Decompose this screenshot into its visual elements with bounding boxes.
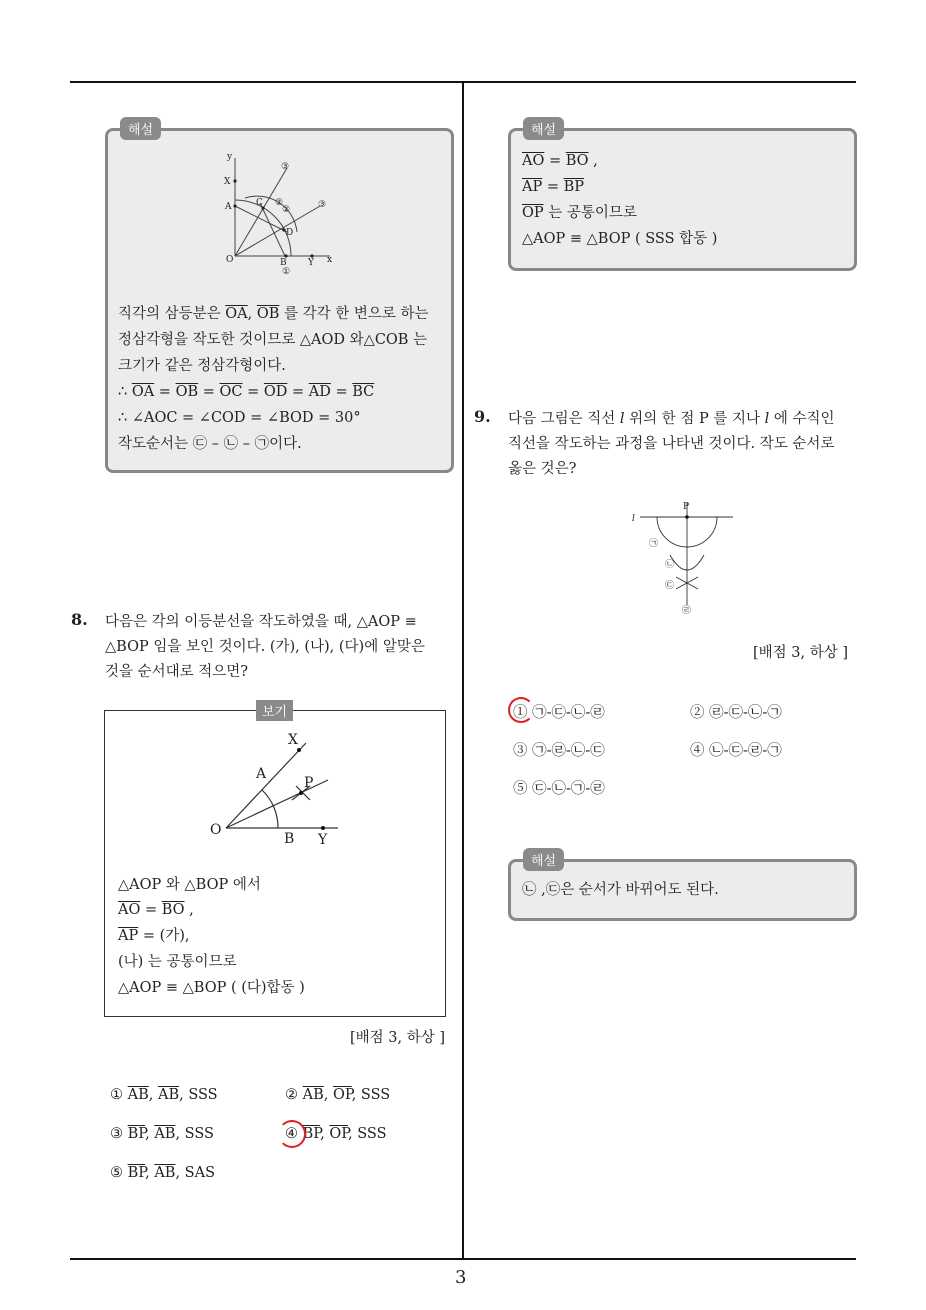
q8-option-2[interactable]: ② $\overline{AB}$, $\overline{OP}$, SSS [285, 1087, 391, 1103]
bogi-line-3: $\overline{AP}$ = (가), [118, 928, 190, 944]
q9-option-1[interactable]: ① ㉠-㉢-㉡-㉣ [513, 705, 605, 721]
bogi-label-B: B [284, 831, 295, 847]
fig-label-O: O [226, 255, 234, 265]
q8-option-4[interactable]: ④ $\overline{BP}$, $\overline{OP}$, SSS [285, 1126, 387, 1142]
fig-label-D: D [286, 228, 294, 238]
q8-option-3[interactable]: ③ $\overline{BP}$, $\overline{AB}$, SSS [110, 1126, 214, 1142]
fig-label-C: C [256, 198, 263, 208]
bogi-line-2: $\overline{AO} = \overline{BO}$ , [118, 902, 194, 918]
fig-label-B: B [280, 258, 287, 268]
fig-label-x: x [327, 255, 333, 265]
sol2-line-1: $\overline{AO} = \overline{BO}$ , [522, 153, 598, 169]
bogi-label-O: O [210, 822, 222, 838]
fig9-label-b: ㉡ [665, 560, 675, 570]
sol1-line-4: ∴ $\overline{OA} = \overline{OB} = \overline{OC} = \overline{OD} = \overline{AD} = \overline{BC}$ [118, 384, 375, 400]
bogi-label-P: P [304, 775, 314, 791]
q9-option-4[interactable]: ④ ㉡-㉢-㉣-㉠ [690, 743, 782, 759]
sol3-line-1: ㉡ ,㉢은 순서가 바뀌어도 된다. [522, 882, 719, 898]
bogi-label-Y: Y [318, 832, 328, 848]
q8-option-5[interactable]: ⑤ $\overline{BP}$, $\overline{AB}$, SAS [110, 1165, 216, 1181]
sol1-line-2: 정삼각형을 작도한 것이므로 △AOD 와△COB 는 [118, 332, 428, 348]
bogi-line-5: △AOP ≡ △BOP ( (다)합동 ) [118, 980, 305, 996]
fig-label-y: y [227, 152, 233, 162]
bogi-line-1: △AOP 와 △BOP 에서 [118, 877, 261, 893]
q8-line-1: 다음은 각의 이등분선을 작도하였을 때, △AOP ≡ [105, 614, 417, 630]
solution-tag: 해설 [523, 117, 564, 140]
fig9-label-l: l [632, 514, 635, 524]
q8-option-1[interactable]: ① $\overline{AB}$, $\overline{AB}$, SSS [110, 1087, 218, 1103]
bogi-label-A: A [256, 766, 267, 782]
answer-mark-q8 [278, 1120, 306, 1148]
solution-tag: 해설 [120, 117, 161, 140]
sol1-line-6: 작도순서는 ㉢ – ㉡ – ㉠이다. [118, 436, 302, 452]
bottom-rule [70, 1258, 856, 1260]
q9-line-3: 옳은 것은? [508, 461, 577, 477]
bogi-tag: 보기 [256, 700, 293, 721]
page-number: 3 [455, 1267, 467, 1288]
fig-label-2b: ② [282, 205, 291, 215]
q9-option-5[interactable]: ⑤ ㉢-㉡-㉠-㉣ [513, 781, 605, 797]
sol2-line-2: $\overline{AP} = \overline{BP}$ [522, 179, 585, 195]
question-9-number: 9. [474, 407, 491, 426]
sol1-line-5: ∴ ∠AOC = ∠COD = ∠BOD = 30° [118, 410, 361, 426]
fig9-label-c: ㉢ [665, 581, 675, 591]
q9-option-2[interactable]: ② ㉣-㉢-㉡-㉠ [690, 705, 782, 721]
column-divider [462, 83, 464, 1259]
fig-label-A: A [225, 202, 232, 212]
fig-label-3b: ③ [318, 200, 327, 210]
solution-box-2 [508, 128, 857, 271]
sol1-line-1: 직각의 삼등분은 $\overline{OA}$, $\overline{OB}$ 를 각각 한 변으로 하는 [118, 306, 429, 322]
perpendicular-figure [628, 495, 738, 620]
fig-label-3a: ③ [281, 162, 290, 172]
angle-bisector-figure [200, 728, 350, 848]
bogi-line-4: (나) 는 공통이므로 [118, 954, 237, 970]
q8-line-2: △BOP 임을 보인 것이다. (가), (나), (다)에 알맞은 [105, 639, 425, 655]
fig9-label-a: ㉠ [649, 539, 659, 549]
trisection-figure [215, 150, 340, 280]
fig-label-X: X [224, 177, 231, 187]
fig-label-1: ① [282, 267, 291, 277]
answer-mark-q9 [508, 697, 534, 723]
solution-tag: 해설 [523, 848, 564, 871]
sol2-line-3: $\overline{OP}$ 는 공통이므로 [522, 205, 637, 221]
question-8-number: 8. [71, 610, 88, 629]
bogi-label-X: X [288, 732, 298, 748]
fig9-label-P: P [683, 502, 690, 512]
sol1-line-3: 크기가 같은 정삼각형이다. [118, 358, 286, 374]
fig9-label-d: ㉣ [682, 606, 692, 616]
fig-label-Y: Y [308, 258, 314, 268]
q9-option-3[interactable]: ③ ㉠-㉣-㉡-㉢ [513, 743, 605, 759]
sol2-line-4: △AOP ≡ △BOP ( SSS 합동 ) [522, 231, 718, 247]
q9-line-1: 다음 그림은 직선 l 위의 한 점 P 를 지나 l 에 수직인 [508, 411, 835, 427]
fig-label-2a: ② [275, 198, 284, 208]
q9-score: [배점 3, 하상 ] [753, 645, 849, 661]
q9-line-2: 직선을 작도하는 과정을 나타낸 것이다. 작도 순서로 [508, 436, 835, 452]
q8-score: [배점 3, 하상 ] [350, 1030, 446, 1046]
q8-line-3: 것을 순서대로 적으면? [105, 664, 249, 680]
